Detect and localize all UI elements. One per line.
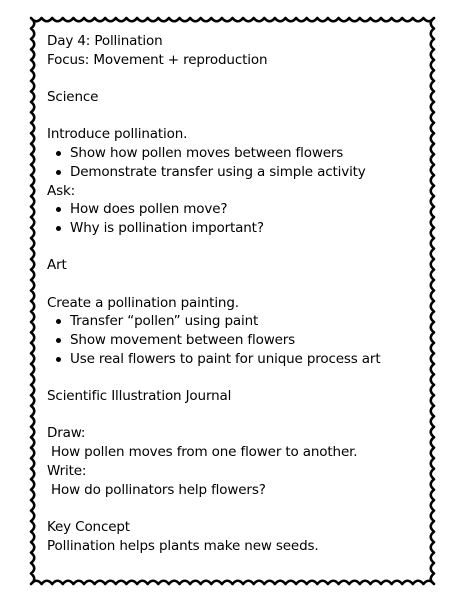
bullet-icon bbox=[56, 338, 61, 343]
list-item: Demonstrate transfer using a simple activity bbox=[47, 163, 427, 182]
science-bullet-list bbox=[47, 144, 427, 181]
focus-line: Focus: Movement + reproduction bbox=[47, 51, 268, 68]
key-concept-heading: Key Concept bbox=[47, 518, 130, 535]
draw-text: How pollen moves from one flower to another. bbox=[51, 444, 358, 461]
list-item: Why is pollination important? bbox=[47, 219, 427, 238]
ask-bullet-list bbox=[47, 200, 427, 237]
write-label: Write: bbox=[47, 462, 87, 479]
bullet-icon bbox=[56, 170, 61, 175]
list-item: Use real flowers to paint for unique process art bbox=[47, 350, 427, 369]
bullet-icon bbox=[56, 207, 61, 212]
journal-heading: Scientific Illustration Journal bbox=[47, 388, 232, 405]
page-title: Day 4: Pollination bbox=[47, 33, 163, 49]
bullet-icon bbox=[56, 151, 61, 156]
key-concept-text: Pollination helps plants make new seeds. bbox=[47, 537, 319, 554]
science-intro: Introduce pollination. bbox=[47, 126, 188, 143]
science-heading: Science bbox=[47, 89, 99, 106]
draw-label: Draw: bbox=[47, 425, 86, 442]
list-item: Show how pollen moves between flowers bbox=[47, 144, 427, 163]
list-item: Show movement between flowers bbox=[47, 331, 427, 350]
bullet-icon bbox=[56, 226, 61, 231]
lesson-plan bbox=[47, 32, 427, 555]
bullet-icon bbox=[56, 319, 61, 324]
list-item: How does pollen move? bbox=[47, 200, 427, 219]
art-intro: Create a pollination painting. bbox=[47, 294, 239, 311]
art-bullet-list bbox=[47, 312, 427, 368]
write-text: How do pollinators help flowers? bbox=[51, 481, 266, 498]
bullet-icon bbox=[56, 357, 61, 362]
ask-label: Ask: bbox=[47, 182, 76, 199]
art-heading: Art bbox=[47, 257, 67, 274]
list-item: Transfer “pollen” using paint bbox=[47, 312, 427, 331]
